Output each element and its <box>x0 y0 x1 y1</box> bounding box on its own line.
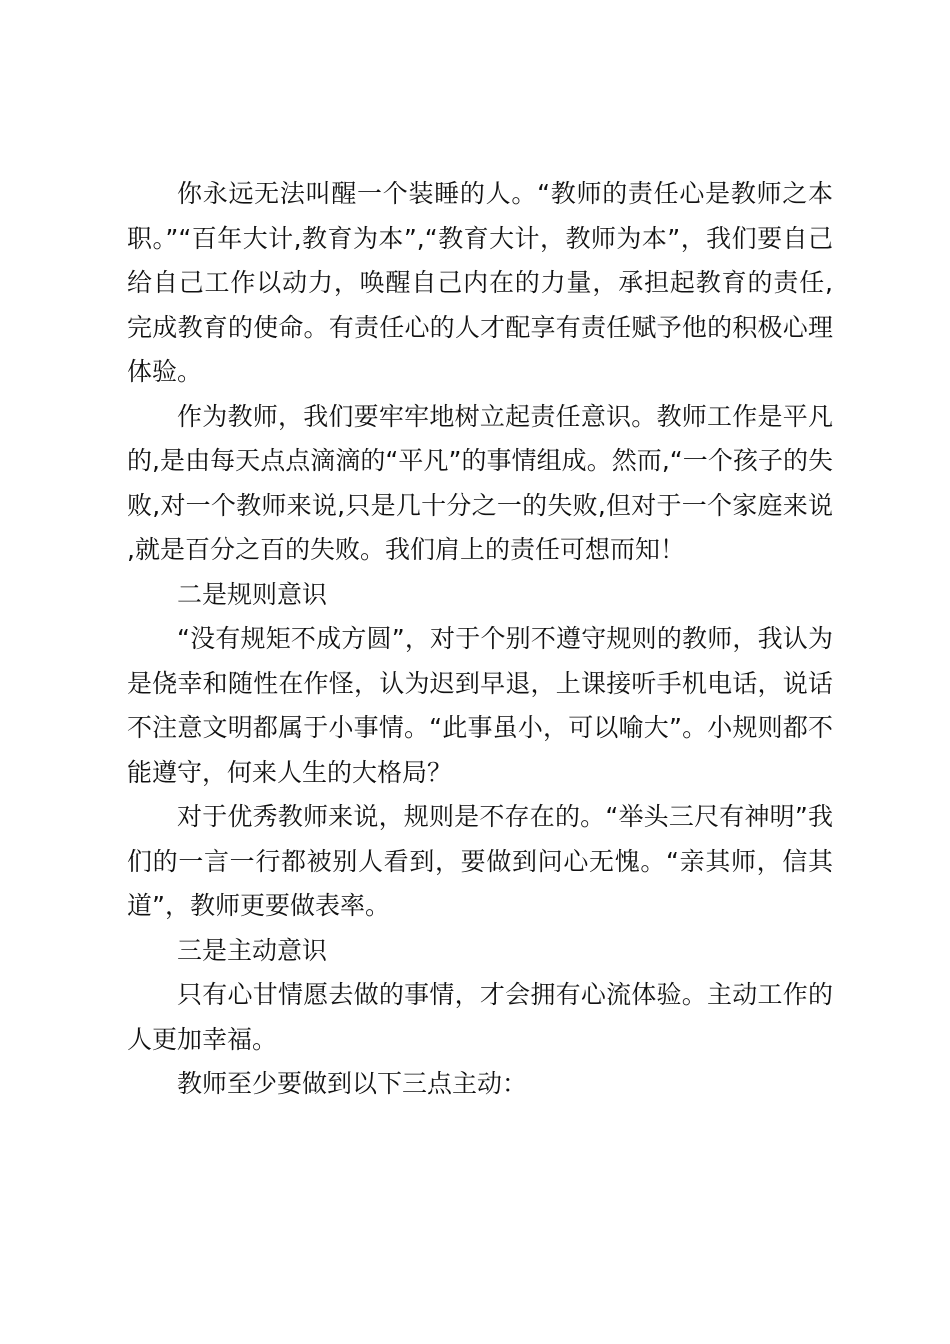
paragraph-responsibility-intro: 你永远无法叫醒一个装睡的人。“教师的责任心是教师之本职。”“百年大计,教育为本”,“教育大计，教师为本”，我们要自己给自己工作以动力，唤醒自己内在的力量，承担起教育的责任,完成教育的使命。有责任心的人才配享有责任赋予他的积极心理体验。 <box>127 179 833 386</box>
document-body <box>127 172 833 1107</box>
section-heading-initiative: 三是主动意识 <box>177 935 328 965</box>
paragraph-rules-intro: “没有规矩不成方圆”，对于个别不遵守规则的教师，我认为是侥幸和随性在作怪，认为迟到早退，上课接听手机电话，说话不注意文明都属于小事情。“此事虽小，可以喻大”。小规则都不能遵守，何来人生的大格局？ <box>127 624 833 787</box>
paragraph-initiative-points: 教师至少要做到以下三点主动： <box>177 1069 528 1098</box>
section-heading-rules: 二是规则意识 <box>177 579 328 609</box>
paragraph-responsibility-awareness: 作为教师，我们要牢牢地树立起责任意识。教师工作是平凡的,是由每天点点滴滴的“平凡”的事情组成。然而,“一个孩子的失败,对一个教师来说,只是几十分之一的失败,但对于一个家庭来说,就是百分之百的失败。我们肩上的责任可想而知！ <box>127 401 833 564</box>
paragraph-initiative-intro: 只有心甘情愿去做的事情，才会拥有心流体验。主动工作的人更加幸福。 <box>127 980 833 1054</box>
paragraph-rules-excellence: 对于优秀教师来说，规则是不存在的。“举头三尺有神明”我们的一言一行都被别人看到，要做到问心无愧。“亲其师，信其道”，教师更要做表率。 <box>127 802 833 920</box>
